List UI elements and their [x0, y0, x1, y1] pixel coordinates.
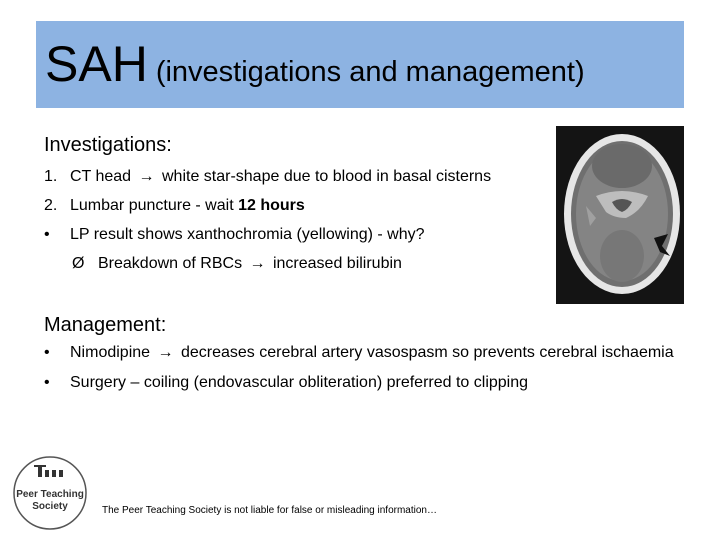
arrow-icon: →	[138, 168, 155, 185]
bullet-icon: •	[44, 226, 50, 243]
item-text: Lumbar puncture - wait	[70, 197, 239, 214]
item-text: decreases cerebral artery vasospasm so prevents cerebral ischaemia	[180, 344, 674, 361]
list-item	[44, 342, 684, 364]
list-item	[44, 162, 491, 191]
item-text: Breakdown of RBCs	[98, 255, 243, 272]
ct-head-scan-image	[556, 126, 684, 304]
list-item	[44, 220, 491, 249]
investigations-heading: Investigations:	[44, 134, 172, 156]
bullet-icon: •	[44, 374, 50, 391]
logo-line1: Peer Teaching	[16, 489, 84, 500]
logo-line2: Society	[32, 501, 68, 512]
item-text: LP result shows xanthochromia (yellowing) - why?	[70, 226, 425, 243]
footer-disclaimer: The Peer Teaching Society is not liable for false or misleading information…	[102, 505, 437, 516]
title-subtitle: (investigations and management)	[155, 56, 585, 88]
item-text: Surgery – coiling (endovascular obliteration) preferred to clipping	[70, 374, 529, 391]
arrow-icon: →	[157, 344, 174, 361]
slide-title	[45, 34, 585, 102]
arrow-icon: →	[249, 255, 266, 272]
item-text: CT head	[70, 168, 132, 185]
investigations-list	[44, 162, 491, 278]
item-text: increased bilirubin	[272, 255, 402, 272]
management-heading: Management:	[44, 314, 167, 336]
list-subitem	[44, 249, 491, 278]
list-marker: 2.	[44, 197, 58, 214]
list-item	[44, 372, 684, 394]
item-text: Nimodipine	[70, 344, 151, 361]
bullet-icon: •	[44, 344, 50, 361]
list-item	[44, 191, 491, 220]
management-list	[44, 342, 684, 402]
item-emphasis: 12 hours	[238, 197, 305, 214]
arrow-bullet-icon: Ø	[72, 255, 85, 272]
peer-teaching-society-logo	[12, 455, 88, 531]
title-main: SAH	[45, 36, 148, 92]
list-marker: 1.	[44, 168, 58, 185]
item-text: white star-shape due to blood in basal cisterns	[161, 168, 492, 185]
